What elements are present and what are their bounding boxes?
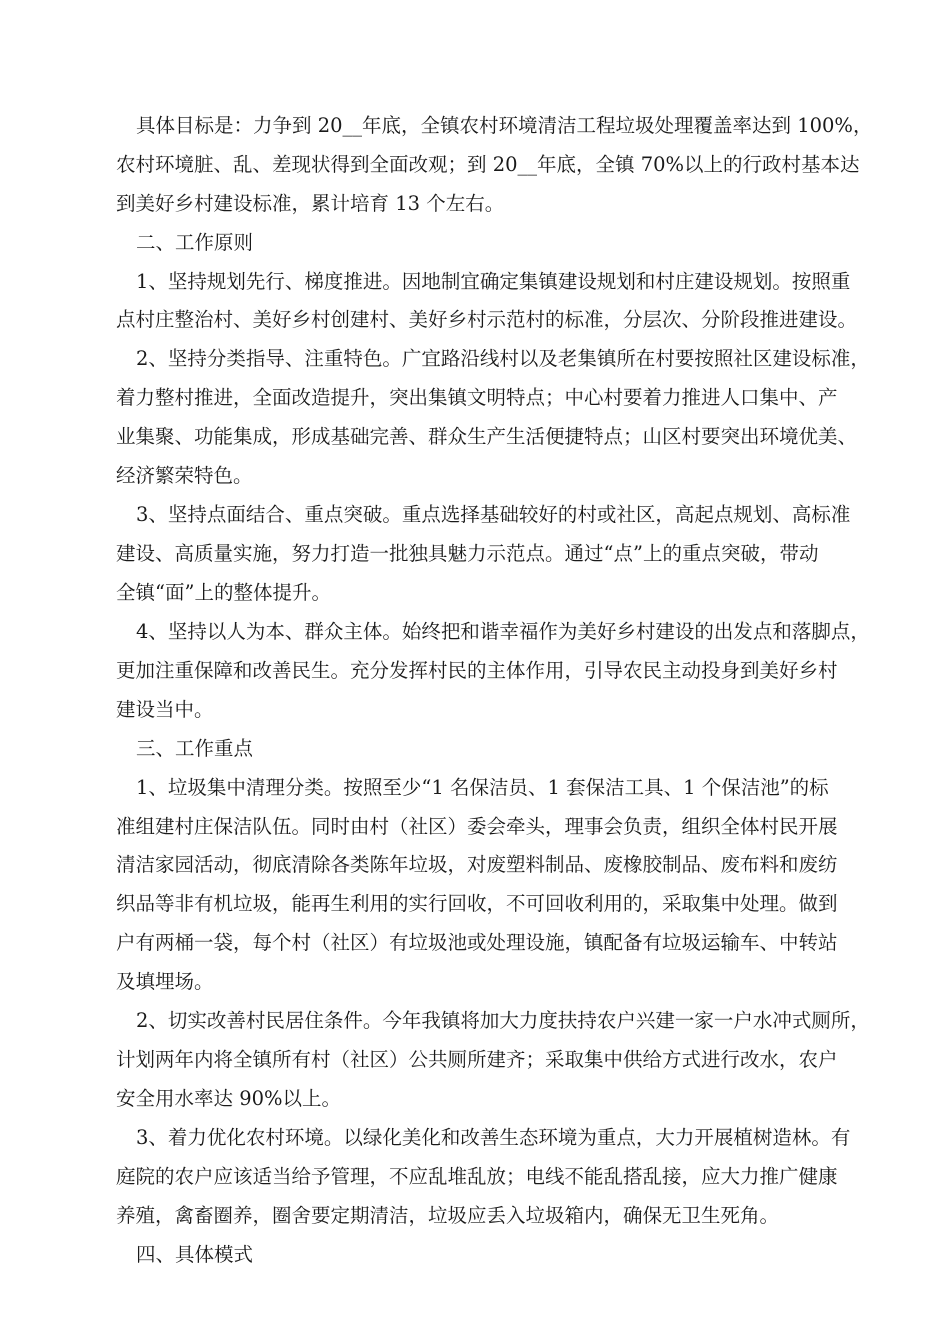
text-line: 准组建村庄保洁队伍。同时由村（社区）委会牵头，理事会负责，组织全体村民开展: [116, 815, 838, 838]
text-line: 户有两桶一袋，每个村（社区）有垃圾池或处理设施，镇配备有垃圾运输车、中转站: [116, 931, 838, 954]
text-line: 着力整村推进，全面改造提升，突出集镇文明特点；中心村要着力推进人口集中、产: [116, 386, 838, 409]
text-line: 点村庄整治村、美好乡村创建村、美好乡村示范村的标准，分层次、分阶段推进建设。: [116, 308, 858, 331]
text-line: 安全用水率达 90%以上。: [116, 1087, 342, 1110]
text-line: 计划两年内将全镇所有村（社区）公共厕所建齐；采取集中供给方式进行改水，农户: [116, 1048, 838, 1071]
text-line: 3、着力优化农村环境。以绿化美化和改善生态环境为重点，大力开展植树造林。有: [136, 1126, 851, 1149]
text-line: 织品等非有机垃圾，能再生利用的实行回收，不可回收利用的，采取集中处理。做到: [116, 892, 838, 915]
text-line: 经济繁荣特色。: [116, 464, 253, 487]
text-line: 庭院的农户应该适当给予管理，不应乱堆乱放；电线不能乱搭乱接，应大力推广健康: [116, 1165, 838, 1188]
text-line: 4、坚持以人为本、群众主体。始终把和谐幸福作为美好乡村建设的出发点和落脚点，: [136, 620, 870, 643]
text-line: 建设、高质量实施，努力打造一批独具魅力示范点。通过“点”上的重点突破，带动: [116, 542, 819, 565]
section-heading: 四、具体模式: [136, 1243, 254, 1266]
section-heading: 二、工作原则: [136, 231, 254, 254]
text-line: 业集聚、功能集成，形成基础完善、群众生产生活便捷特点；山区村要突出环境优美、: [116, 425, 858, 448]
text-line: 1、坚持规划先行、梯度推进。因地制宜确定集镇建设规划和村庄建设规划。按照重: [136, 270, 851, 293]
text-line: 及填埋场。: [116, 970, 214, 993]
text-line: 2、坚持分类指导、注重特色。广宜路沿线村以及老集镇所在村要按照社区建设标准，: [136, 347, 870, 370]
text-line: 更加注重保障和改善民生。充分发挥村民的主体作用，引导农民主动投身到美好乡村: [116, 659, 838, 682]
text-line: 农村环境脏、乱、差现状得到全面改观；到 20__年底，全镇 70%以上的行政村基本达: [116, 153, 860, 176]
text-line: 1、垃圾集中清理分类。按照至少“1 名保洁员、1 套保洁工具、1 个保洁池”的标: [136, 776, 829, 799]
text-line: 全镇“面”上的整体提升。: [116, 581, 331, 604]
section-heading: 三、工作重点: [136, 737, 254, 760]
text-line: 3、坚持点面结合、重点突破。重点选择基础较好的村或社区，高起点规划、高标准: [136, 503, 851, 526]
text-line: 养殖，禽畜圈养，圈舍要定期清洁，垃圾应丢入垃圾箱内，确保无卫生死角。: [116, 1204, 780, 1227]
text-line: 清洁家园活动，彻底清除各类陈年垃圾，对废塑料制品、废橡胶制品、废布料和废纺: [116, 853, 838, 876]
text-line: 建设当中。: [116, 698, 214, 721]
text-line: 具体目标是：力争到 20__年底，全镇农村环境清洁工程垃圾处理覆盖率达到 100%，: [136, 114, 873, 137]
text-line: 到美好乡村建设标准，累计培育 13 个左右。: [116, 192, 505, 215]
text-line: 2、切实改善村民居住条件。今年我镇将加大力度扶持农户兴建一家一户水冲式厕所，: [136, 1009, 870, 1032]
